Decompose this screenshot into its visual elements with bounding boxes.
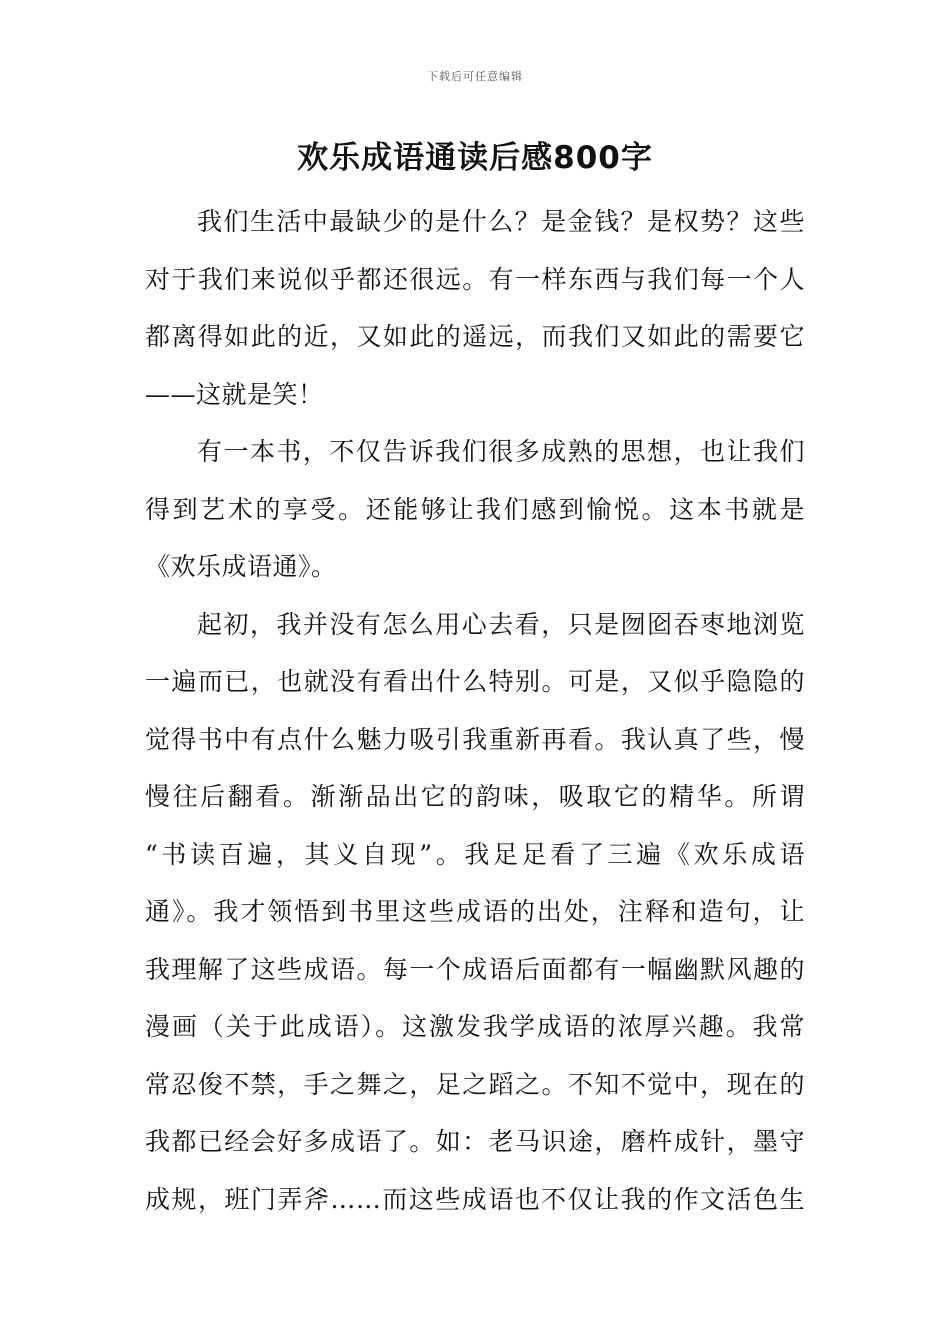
- paragraph-3-line-5: “书读百遍，其义自现”。我足足看了三遍《欢乐成语: [145, 839, 805, 869]
- paragraph-3-line-3: 觉得书中有点什么魅力吸引我重新再看。我认真了些，慢: [145, 724, 805, 754]
- paragraph-3-line-2: 一遍而已，也就没有看出什么特别。可是，又似乎隐隐的: [145, 667, 805, 696]
- body-text: [145, 198, 805, 1233]
- paragraph-3-line-8: 漫画（关于此成语）。这激发我学成语的浓厚兴趣。我常: [145, 1012, 805, 1041]
- paragraph-3-line-4: 慢往后翻看。渐渐品出它的韵味，吸取它的精华。所谓: [145, 782, 805, 811]
- paragraph-3-line-7: 我理解了这些成语。每一个成语后面都有一幅幽默风趣的: [145, 954, 805, 984]
- paragraph-1-line-1: 我们生活中最缺少的是什么？是金钱？是权势？这些: [197, 207, 805, 236]
- document-title: 欢乐成语通读后感800字: [297, 140, 653, 176]
- paragraph-3-line-10: 我都已经会好多成语了。如：老马识途，磨杵成针，墨守: [145, 1127, 805, 1156]
- paragraph-2-line-3: 《欢乐成语通》。: [145, 552, 337, 581]
- paragraph-3-line-11: 成规，班门弄斧……而这些成语也不仅让我的作文活色生: [145, 1184, 805, 1214]
- paragraph-1-line-3: 都离得如此的近，又如此的遥远，而我们又如此的需要它: [145, 322, 805, 351]
- paragraph-1-line-2: 对于我们来说似乎都还很远。有一样东西与我们每一个人: [145, 264, 805, 294]
- paragraph-2-line-2: 得到艺术的享受。还能够让我们感到愉悦。这本书就是: [145, 494, 805, 524]
- paragraph-2-line-1: 有一本书，不仅告诉我们很多成熟的思想，也让我们: [197, 437, 805, 466]
- paragraph-3-line-6: 通》。我才领悟到书里这些成语的出处，注释和造句，让: [145, 897, 805, 926]
- header-note: 下载后可任意编辑: [427, 70, 523, 83]
- paragraph-1-line-4: ——这就是笑！: [145, 379, 324, 409]
- paragraph-3-line-9: 常忍俊不禁，手之舞之，足之蹈之。不知不觉中，现在的: [145, 1069, 805, 1099]
- paragraph-3-line-1: 起初，我并没有怎么用心去看，只是囫囵吞枣地浏览: [197, 609, 805, 639]
